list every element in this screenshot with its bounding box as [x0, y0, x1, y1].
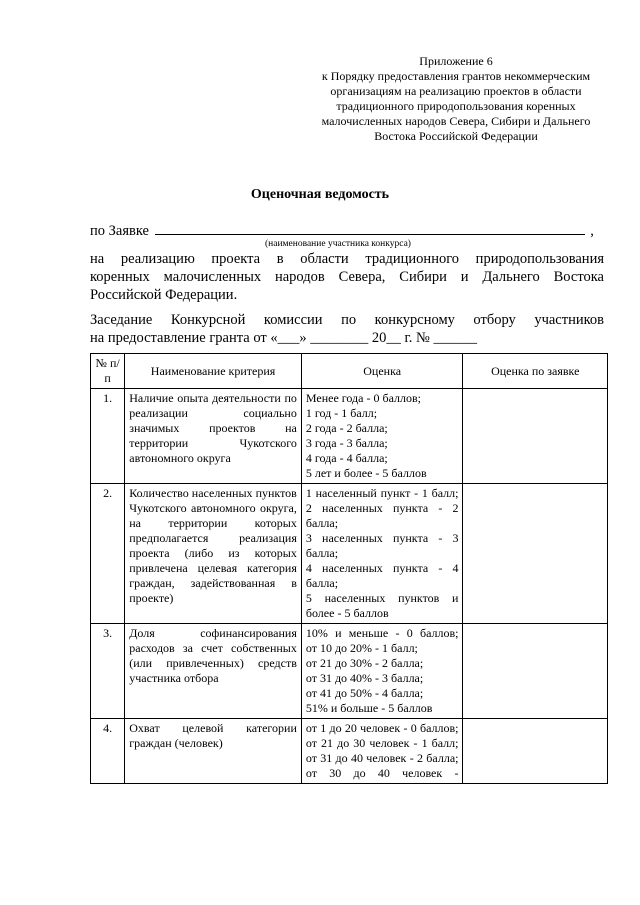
application-prefix: по Заявке — [90, 223, 149, 239]
applicant-name-field[interactable] — [155, 220, 585, 235]
table-row — [91, 484, 608, 624]
row-application-score[interactable] — [463, 389, 608, 484]
scale-line: 4 года - 4 балла; — [305, 451, 388, 465]
paragraph-line: коренных малочисленных народов Севера, Сибири и Дальнего Востока — [90, 269, 604, 285]
row-scale — [301, 624, 463, 719]
row-num: 3. — [91, 624, 125, 719]
appendix-line: традиционного природопользования коренных — [336, 99, 576, 113]
appendix-header — [300, 54, 612, 144]
header-application-score: Оценка по заявке — [463, 354, 608, 389]
application-suffix: , — [590, 223, 594, 239]
scale-line: 51% и больше - 5 баллов — [305, 701, 433, 715]
scale-line: 4 населенных пункта - 4 балла; — [305, 561, 459, 590]
scale-line: от 31 до 40 человек - 2 балла; — [305, 751, 459, 765]
scale-line: Менее года - 0 баллов; — [305, 391, 421, 405]
paragraph-line: Российской Федерации. — [90, 287, 238, 303]
application-line — [90, 220, 604, 240]
applicant-caption: (наименование участника конкурса) — [265, 239, 411, 249]
scale-line: от 31 до 40% - 3 балла; — [305, 671, 424, 685]
row-application-score[interactable] — [463, 719, 608, 784]
scale-line: от 1 до 20 человек - 0 баллов; — [305, 721, 459, 735]
paragraph-line: на реализацию проекта в области традиционного природопользования — [90, 251, 604, 267]
table-header-row — [91, 354, 608, 389]
scale-line: от 41 до 50% - 4 балла; — [305, 686, 424, 700]
header-scale: Оценка — [301, 354, 463, 389]
appendix-line: Приложение 6 — [419, 54, 493, 68]
row-scale — [301, 719, 463, 784]
paragraph-line: на предоставление гранта от «___» ________ 20__ г. № ______ — [90, 330, 477, 346]
row-scale — [301, 389, 463, 484]
scale-line: 5 населенных пунктов и более - 5 баллов — [305, 591, 459, 620]
scale-line: 1 год - 1 балл; — [305, 406, 378, 420]
scale-line: 2 года - 2 балла; — [305, 421, 388, 435]
scale-line: от 30 до 40 человек - — [305, 766, 459, 780]
row-num: 1. — [91, 389, 125, 484]
header-criterion: Наименование критерия — [125, 354, 302, 389]
scale-line: 1 населенный пункт - 1 балл; — [305, 486, 459, 500]
row-scale — [301, 484, 463, 624]
row-application-score[interactable] — [463, 624, 608, 719]
table-row — [91, 389, 608, 484]
row-criterion: Доля софинансирования расходов за счет собственных (или привлеченных) средств участника отбора — [125, 624, 302, 719]
paragraph-meeting — [90, 311, 604, 347]
row-criterion: Количество населенных пунктов Чукотского автономного округа, на территории которых предполагается реализация проекта (либо из которых привлечена целевая категория граждан, задействованная в проекте) — [125, 484, 302, 624]
scale-line: 3 года - 3 балла; — [305, 436, 388, 450]
scale-line: от 10 до 20% - 1 балл; — [305, 641, 418, 655]
appendix-line: Востока Российской Федерации — [374, 129, 538, 143]
row-criterion: Наличие опыта деятельности по реализации социально значимых проектов на территории Чукотского автономного округа — [125, 389, 302, 484]
paragraph-project — [90, 250, 604, 304]
appendix-line: малочисленных народов Севера, Сибири и Дальнего — [321, 114, 591, 128]
paragraph-line: Заседание Конкурсной комиссии по конкурсному отбору участников — [90, 312, 604, 328]
scale-line: 2 населенных пункта - 2 балла; — [305, 501, 459, 530]
scale-line: 3 населенных пункта - 3 балла; — [305, 531, 459, 560]
scale-line: от 21 до 30% - 2 балла; — [305, 656, 424, 670]
appendix-line: к Порядку предоставления грантов некоммерческим — [321, 69, 591, 83]
row-num: 2. — [91, 484, 125, 624]
header-num: № п/п — [91, 354, 125, 389]
scale-line: 10% и меньше - 0 баллов; — [305, 626, 459, 640]
row-criterion: Охват целевой категории граждан (человек) — [125, 719, 302, 784]
document-title: Оценочная ведомость — [250, 187, 390, 202]
scale-line: от 21 до 30 человек - 1 балл; — [305, 736, 459, 750]
row-application-score[interactable] — [463, 484, 608, 624]
row-num: 4. — [91, 719, 125, 784]
table-row — [91, 719, 608, 784]
appendix-line: организациям на реализацию проектов в области — [330, 84, 582, 98]
table-row — [91, 624, 608, 719]
criteria-table — [90, 353, 608, 784]
scale-line: 5 лет и более - 5 баллов — [305, 466, 427, 480]
